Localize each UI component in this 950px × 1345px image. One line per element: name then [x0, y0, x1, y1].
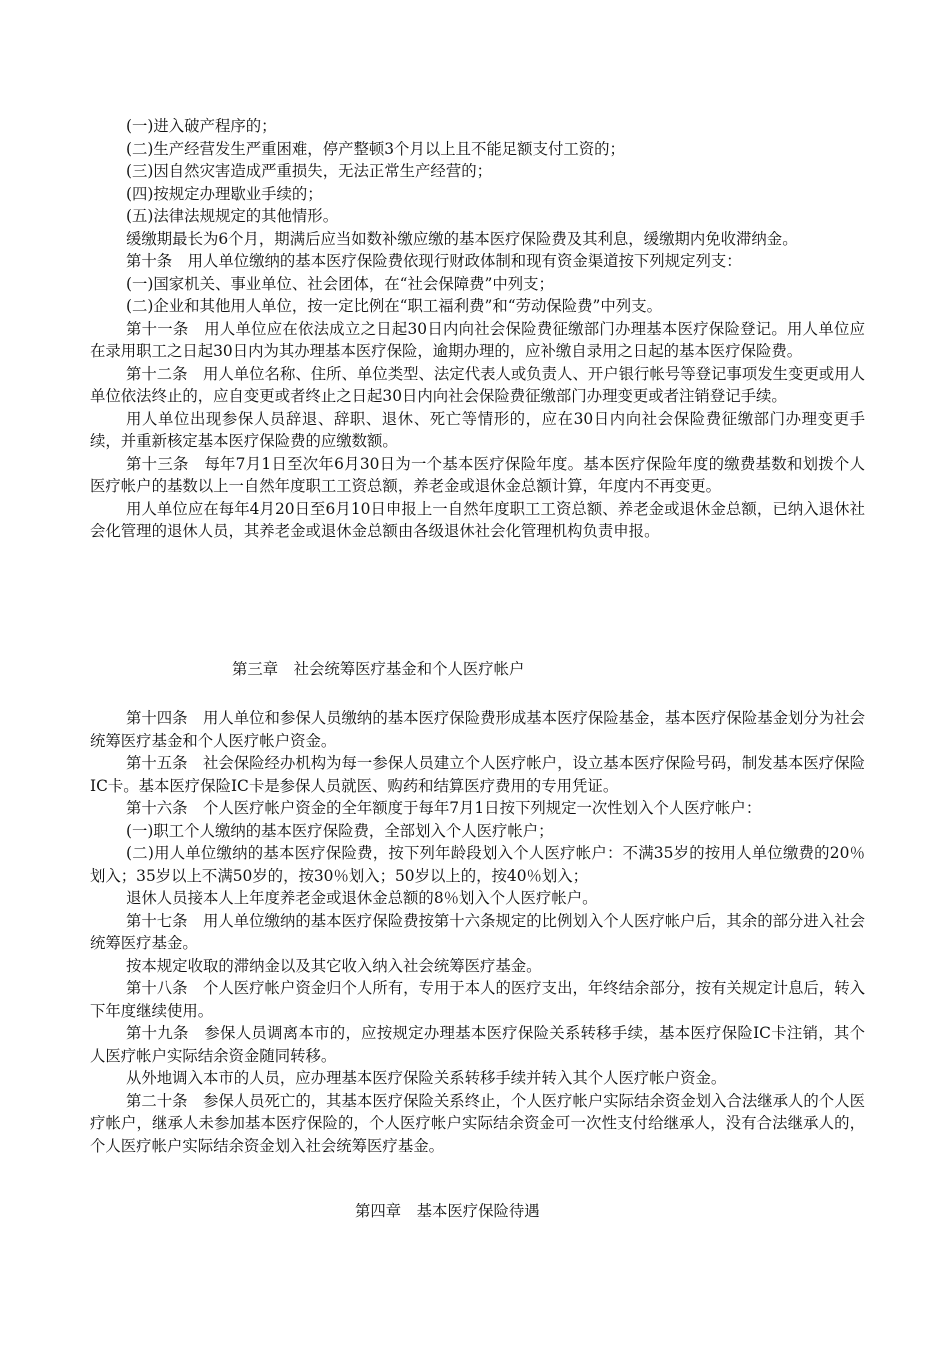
paragraph: 用人单位出现参保人员辞退、辞职、退休、死亡等情形的，应在30日内向社会保险费征缴部门办理变更手续，并重新核定基本医疗保险费的应缴数额。 — [90, 409, 865, 450]
paragraph: 第十九条 参保人员调离本市的，应按规定办理基本医疗保险关系转移手续，基本医疗保险IC卡注销，其个人医疗帐户实际结余资金随同转移。 — [90, 1024, 865, 1065]
section-a — [90, 115, 865, 543]
paragraph: 第十条 用人单位缴纳的基本医疗保险费依现行财政体制和现有资金渠道按下列规定列支： — [126, 252, 742, 270]
paragraph: 第十一条 用人单位应在依法成立之日起30日内向社会保险费征缴部门办理基本医疗保险登记。用人单位应在录用职工之日起30日内为其办理基本医疗保险，逾期办理的，应补缴自录用之日起的基本医疗保险费。 — [90, 319, 865, 360]
paragraph: (一)国家机关、事业单位、社会团体，在“社会保障费”中列支； — [126, 274, 554, 293]
paragraph: 第十六条 个人医疗帐户资金的全年额度于每年7月1日按下列规定一次性划入个人医疗帐户： — [126, 799, 762, 817]
paragraph: 第十三条 每年7月1日至次年6月30日为一个基本医疗保险年度。基本医疗保险年度的缴费基数和划拨个人医疗帐户的基数以上一自然年度职工工资总额，养老金或退休金总额计算，年度内不再变更。 — [90, 454, 865, 495]
chapter-heading: 第三章 社会统筹医疗基金和个人医疗帐户 — [232, 660, 525, 678]
paragraph: 第十四条 用人单位和参保人员缴纳的基本医疗保险费形成基本医疗保险基金，基本医疗保险基金划分为社会统筹医疗基金和个人医疗帐户资金。 — [90, 709, 865, 750]
paragraph: 退休人员接本人上年度养老金或退休金总额的8％划入个人医疗帐户。 — [126, 889, 598, 907]
paragraph: 缓缴期最长为6个月，期满后应当如数补缴应缴的基本医疗保险费及其利息，缓缴期内免收滞纳金。 — [126, 229, 798, 248]
paragraph: 第十五条 社会保险经办机构为每一参保人员建立个人医疗帐户，设立基本医疗保险号码，制发基本医疗保险IC卡。基本医疗保险IC卡是参保人员就医、购药和结算医疗费用的专用凭证。 — [90, 754, 865, 795]
paragraph: 第十七条 用人单位缴纳的基本医疗保险费按第十六条规定的比例划入个人医疗帐户后，其余的部分进入社会统筹医疗基金。 — [90, 911, 865, 952]
chapter-heading: 第四章 基本医疗保险待遇 — [355, 1202, 540, 1220]
paragraph: (二)用人单位缴纳的基本医疗保险费，按下列年龄段划入个人医疗帐户：不满35岁的按用人单位缴费的20％划入；35岁以上不满50岁的，按30％划入；50岁以上的，按40％划入； — [90, 844, 865, 885]
section-b — [90, 707, 865, 1157]
paragraph: (四)按规定办理歇业手续的； — [126, 184, 323, 203]
paragraph: 从外地调入本市的人员，应办理基本医疗保险关系转移手续并转入其个人医疗帐户资金。 — [126, 1069, 727, 1087]
paragraph: 第二十条 参保人员死亡的，其基本医疗保险关系终止，个人医疗帐户实际结余资金划入合法继承人的个人医疗帐户，继承人未参加基本医疗保险的，个人医疗帐户实际结余资金可一次性支付给继承人，没有合法继承人的，个人医疗帐户实际结余资金划入社会统筹医疗基金。 — [90, 1091, 865, 1155]
paragraph: (二)企业和其他用人单位，按一定比例在“职工福利费”和“劳动保险费”中列支。 — [126, 297, 662, 315]
paragraph: (一)进入破产程序的； — [126, 117, 277, 135]
paragraph: (三)因自然灾害造成严重损失，无法正常生产经营的； — [126, 162, 492, 180]
paragraph: 用人单位应在每年4月20日至6月10日申报上一自然年度职工工资总额、养老金或退休金总额，已纳入退休社会化管理的退休人员，其养老金或退休金总额由各级退休社会化管理机构负责申报。 — [90, 499, 865, 540]
paragraph: 按本规定收取的滞纳金以及其它收入纳入社会统筹医疗基金。 — [126, 956, 542, 975]
paragraph: (一)职工个人缴纳的基本医疗保险费，全部划入个人医疗帐户； — [126, 821, 554, 840]
paragraph: 第十二条 用人单位名称、住所、单位类型、法定代表人或负责人、开户银行帐号等登记事项发生变更或用人单位依法终止的，应自变更或者终止之日起30日内向社会保险费征缴部门办理变更或者注销登记手续。 — [90, 364, 865, 405]
paragraph: 第十八条 个人医疗帐户资金归个人所有，专用于本人的医疗支出，年终结余部分，按有关规定计息后，转入下年度继续使用。 — [90, 979, 865, 1020]
paragraph: (二)生产经营发生严重困难，停产整顿3个月以上且不能足额支付工资的； — [126, 139, 625, 158]
paragraph: (五)法律法规规定的其他情形。 — [126, 207, 339, 225]
